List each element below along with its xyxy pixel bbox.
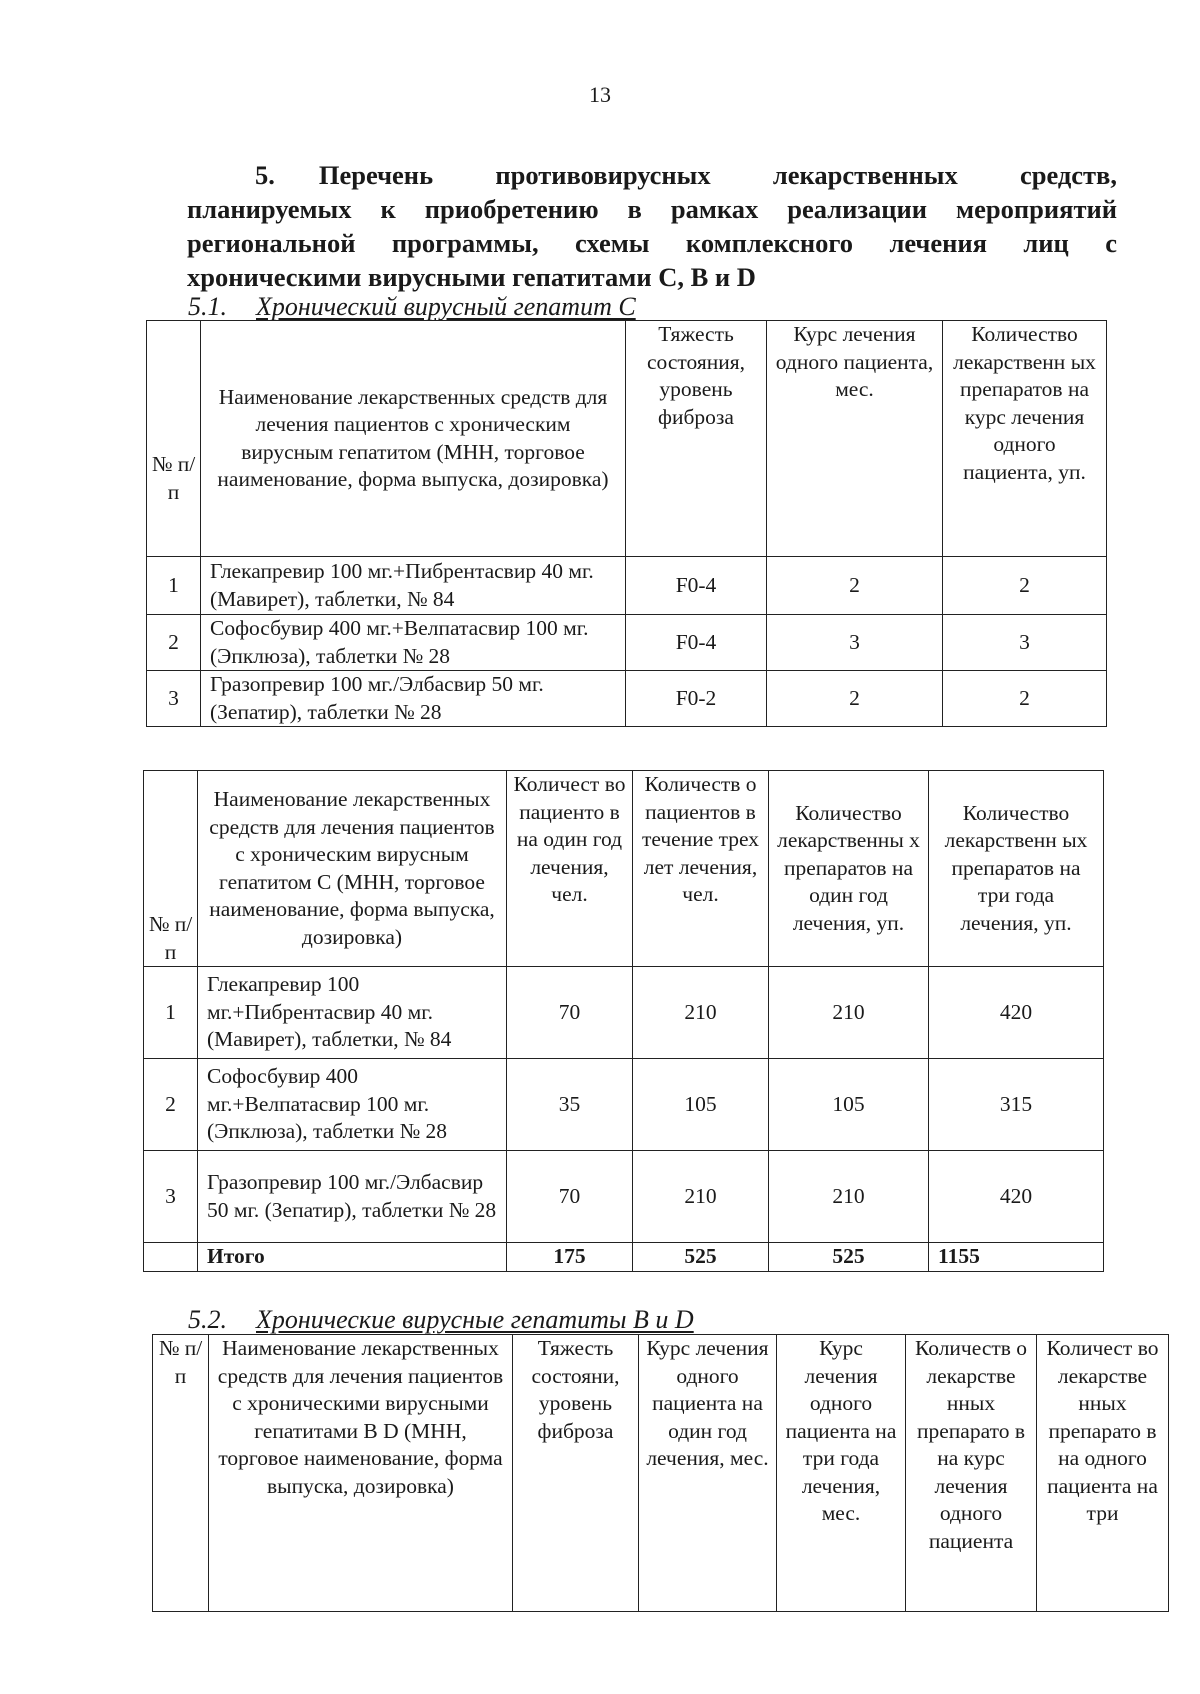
cell: 3 xyxy=(943,615,1107,671)
table-drugs-hepatitis-b-d xyxy=(152,1334,1169,1612)
table-drugs-hepatitis-c-quantities xyxy=(143,770,1104,1272)
cell: 105 xyxy=(633,1059,769,1151)
cell: 525 xyxy=(769,1243,929,1272)
cell: 2 xyxy=(943,671,1107,727)
header-cell: Количест во пациенто в на один год лечения, чел. xyxy=(507,771,633,967)
subsection-number: 5.2. xyxy=(188,1305,227,1334)
subsection-title-5-1 xyxy=(188,292,636,322)
cell: 210 xyxy=(769,1151,929,1243)
cell: 525 xyxy=(633,1243,769,1272)
header-cell: № п/п xyxy=(144,771,198,967)
cell: 1 xyxy=(144,967,198,1059)
cell: 175 xyxy=(507,1243,633,1272)
header-cell: Курс лечения одного пациента, мес. xyxy=(767,321,943,557)
cell: 2 xyxy=(144,1059,198,1151)
header-cell: Количеств о пациентов в течение трех лет лечения, чел. xyxy=(633,771,769,967)
section-heading xyxy=(187,158,1117,294)
cell: Глекапревир 100 мг.+Пибрентасвир 40 мг. (Мавирет), таблетки, № 84 xyxy=(198,967,507,1059)
heading-number: 5. xyxy=(255,160,275,190)
table-row xyxy=(144,967,1104,1059)
subsection-text: Хронические вирусные гепатиты В и D xyxy=(256,1305,694,1334)
cell: 210 xyxy=(769,967,929,1059)
header-cell: № п/п xyxy=(147,321,201,557)
cell: Софосбувир 400 мг.+Велпатасвир 100 мг. (Эпклюза), таблетки № 28 xyxy=(201,615,626,671)
subsection-number: 5.1. xyxy=(188,292,227,321)
cell: 3 xyxy=(767,615,943,671)
heading-text: Перечень противовирусных лекарственных средств, планируемых к приобретению в рамках реализации мероприятий региональной программы, схемы комплексного лечения лиц с хроническими вирусными гепатитами С, В и D xyxy=(187,160,1117,292)
header-cell: Наименование лекарственных средств для лечения пациентов с хроническим вирусным гепатитом С (МНН, торговое наименование, форма выпуска, дозировка) xyxy=(198,771,507,967)
cell: 210 xyxy=(633,1151,769,1243)
header-cell: Наименование лекарственных средств для лечения пациентов с хроническими вирусными гепатитами В D (МНН, торговое наименование, форма выпуска, дозировка) xyxy=(209,1335,513,1612)
cell: 2 xyxy=(147,615,201,671)
header-cell: Количество лекарственны х препаратов на один год лечения, уп. xyxy=(769,771,929,967)
cell: F0-2 xyxy=(626,671,767,727)
header-cell: Количество лекарственн ых препаратов на курс лечения одного пациента, уп. xyxy=(943,321,1107,557)
cell xyxy=(144,1243,198,1272)
cell: 3 xyxy=(144,1151,198,1243)
page-number: 13 xyxy=(589,82,611,107)
table-row xyxy=(144,1151,1104,1243)
cell: 1 xyxy=(147,557,201,615)
cell: Глекапревир 100 мг.+Пибрентасвир 40 мг. (Мавирет), таблетки, № 84 xyxy=(201,557,626,615)
cell: Гразопревир 100 мг./Элбасвир 50 мг. (Зепатир), таблетки № 28 xyxy=(201,671,626,727)
cell: 210 xyxy=(633,967,769,1059)
cell: F0-4 xyxy=(626,557,767,615)
table-row xyxy=(147,671,1107,727)
cell: Гразопревир 100 мг./Элбасвир 50 мг. (Зепатир), таблетки № 28 xyxy=(198,1151,507,1243)
cell: 2 xyxy=(767,557,943,615)
cell: 1155 xyxy=(929,1243,1104,1272)
cell: 2 xyxy=(767,671,943,727)
header-cell: № п/п xyxy=(153,1335,209,1612)
cell: 35 xyxy=(507,1059,633,1151)
table-header-row xyxy=(153,1335,1169,1612)
header-cell: Наименование лекарственных средств для лечения пациентов с хроническим вирусным гепатитом (МНН, торговое наименование, форма выпуска, дозировка) xyxy=(201,321,626,557)
header-cell: Количество лекарственн ых препаратов на три года лечения, уп. xyxy=(929,771,1104,967)
cell: Софосбувир 400 мг.+Велпатасвир 100 мг. (Эпклюза), таблетки № 28 xyxy=(198,1059,507,1151)
table-row xyxy=(147,615,1107,671)
header-cell: Количест во лекарстве нных препарато в на одного пациента на три xyxy=(1037,1335,1169,1612)
subsection-title-5-2 xyxy=(188,1305,694,1335)
header-cell: Количеств о лекарстве нных препарато в на курс лечения одного пациента xyxy=(906,1335,1037,1612)
cell: 70 xyxy=(507,967,633,1059)
cell: 315 xyxy=(929,1059,1104,1151)
cell: 420 xyxy=(929,967,1104,1059)
table-total-row xyxy=(144,1243,1104,1272)
cell: 105 xyxy=(769,1059,929,1151)
table-header-row xyxy=(144,771,1104,967)
table-row xyxy=(144,1059,1104,1151)
table-row xyxy=(147,557,1107,615)
table-header-row xyxy=(147,321,1107,557)
cell: 70 xyxy=(507,1151,633,1243)
cell: 2 xyxy=(943,557,1107,615)
subsection-text: Хронический вирусный гепатит С xyxy=(256,292,636,321)
table-drugs-hepatitis-c-course xyxy=(146,320,1107,727)
cell: 420 xyxy=(929,1151,1104,1243)
header-cell: Курс лечения одного пациента на один год лечения, мес. xyxy=(639,1335,777,1612)
total-label: Итого xyxy=(198,1243,507,1272)
header-cell: Тяжесть состояни, уровень фиброза xyxy=(513,1335,639,1612)
header-cell: Курс лечения одного пациента на три года лечения, мес. xyxy=(777,1335,906,1612)
cell: F0-4 xyxy=(626,615,767,671)
header-cell: Тяжесть состояния, уровень фиброза xyxy=(626,321,767,557)
cell: 3 xyxy=(147,671,201,727)
